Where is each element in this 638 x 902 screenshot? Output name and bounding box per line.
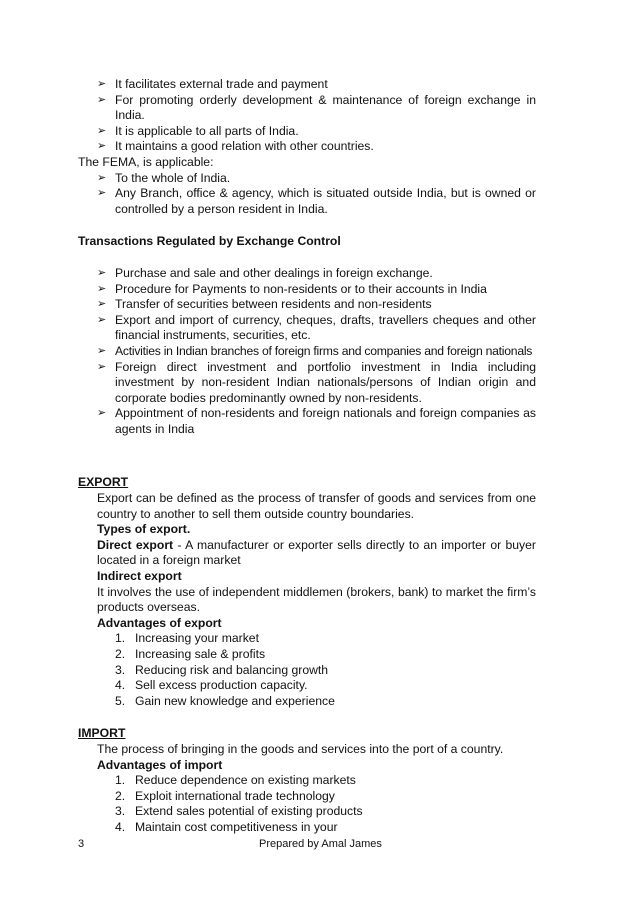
list-item: 3. Reducing risk and balancing growth	[115, 662, 329, 677]
import-advantages-heading: Advantages of import	[97, 757, 223, 772]
arrow-bullet-icon: ➢	[97, 171, 107, 184]
arrow-bullet-icon: ➢	[97, 298, 107, 311]
list-item: ➢ It is applicable to all parts of India.	[97, 123, 299, 138]
list-item: ➢ It maintains a good relation with other countries.	[97, 139, 374, 154]
transactions-list	[78, 266, 536, 438]
arrow-bullet-icon: ➢	[97, 360, 107, 373]
list-item: ➢ For promoting orderly development & maintenance of foreign exchange in India.	[97, 92, 536, 123]
transactions-heading: Transactions Regulated by Exchange Control	[78, 234, 341, 249]
list-item: ➢ Procedure for Payments to non-residents or to their accounts in India	[97, 281, 487, 296]
list-item: 5. Gain new knowledge and experience	[115, 693, 335, 708]
arrow-bullet-icon: ➢	[97, 78, 107, 90]
fema-applicable-label: The FEMA, is applicable:	[78, 154, 214, 169]
list-item: 4. Maintain cost competitiveness in your	[115, 819, 338, 834]
export-advantages-list	[78, 631, 536, 709]
arrow-bullet-icon: ➢	[97, 140, 107, 153]
arrow-bullet-icon: ➢	[97, 266, 107, 279]
page-number: 3	[78, 838, 85, 850]
arrow-bullet-icon: ➢	[97, 313, 107, 326]
list-item: ➢ Purchase and sale and other dealings in foreign exchange.	[97, 265, 433, 280]
list-item: ➢ Any Branch, office & agency, which is situated outside India, but is owned or controlled by a person resident in India.	[97, 186, 536, 216]
direct-export-paragraph	[78, 538, 536, 569]
list-item: ➢ Foreign direct investment and portfolio investment in India including investment by non-resident Indian nationals/persons of Indian origin and corporate bodies predominantly owned by non-residents.	[97, 359, 536, 405]
list-item: ➢ It facilitates external trade and payment	[97, 77, 328, 91]
list-item: 4. Sell excess production capacity.	[115, 678, 308, 693]
arrow-bullet-icon: ➢	[97, 282, 107, 295]
indirect-export-text: It involves the use of independent middlemen (brokers, bank) to market the firm’s products overseas.	[97, 584, 536, 615]
export-definition: Export can be defined as the process of transfer of goods and services from one country to another to sell them outside country boundaries.	[97, 491, 536, 521]
list-item: 3. Extend sales potential of existing products	[115, 804, 363, 819]
arrow-bullet-icon: ➢	[97, 407, 107, 420]
list-item: 2. Increasing sale & profits	[115, 647, 266, 661]
import-advantages-list	[78, 773, 536, 835]
arrow-bullet-icon: ➢	[97, 124, 107, 137]
export-heading: EXPORT	[78, 475, 129, 490]
direct-export-label: Direct export	[97, 537, 174, 552]
export-types-heading: Types of export.	[97, 522, 191, 537]
fema-applicable-list	[78, 171, 536, 218]
export-advantages-heading: Advantages of export	[97, 615, 222, 630]
list-item: ➢ To the whole of India.	[97, 170, 231, 185]
list-item: 1. Increasing your market	[115, 631, 259, 646]
fema-intro-list	[78, 77, 536, 155]
import-heading: IMPORT	[78, 726, 126, 741]
list-item: ➢ Transfer of securities between residents and non-residents	[97, 297, 432, 312]
list-item: 2. Exploit international trade technology	[115, 788, 335, 803]
page-content	[78, 77, 536, 836]
arrow-bullet-icon: ➢	[97, 344, 106, 357]
direct-export-text: - A manufacturer or exporter sells directly to an importer or buyer located in a foreign market	[97, 537, 536, 568]
arrow-bullet-icon: ➢	[97, 93, 107, 106]
list-item: ➢ Appointment of non-residents and foreign nationals and foreign companies as agents in India	[97, 406, 536, 436]
import-definition: The process of bringing in the goods and services into the port of a country.	[97, 741, 504, 756]
indirect-export-heading: Indirect export	[97, 569, 182, 584]
prepared-by: Prepared by Amal James	[259, 838, 382, 850]
list-item: ➢ Activities in Indian branches of foreign firms and companies and foreign nationals	[97, 343, 533, 358]
list-item: ➢ Export and import of currency, cheques, drafts, travellers cheques and other financial instruments, securities, etc.	[97, 312, 536, 343]
list-item: 1. Reduce dependence on existing markets	[115, 773, 356, 788]
arrow-bullet-icon: ➢	[97, 187, 107, 200]
